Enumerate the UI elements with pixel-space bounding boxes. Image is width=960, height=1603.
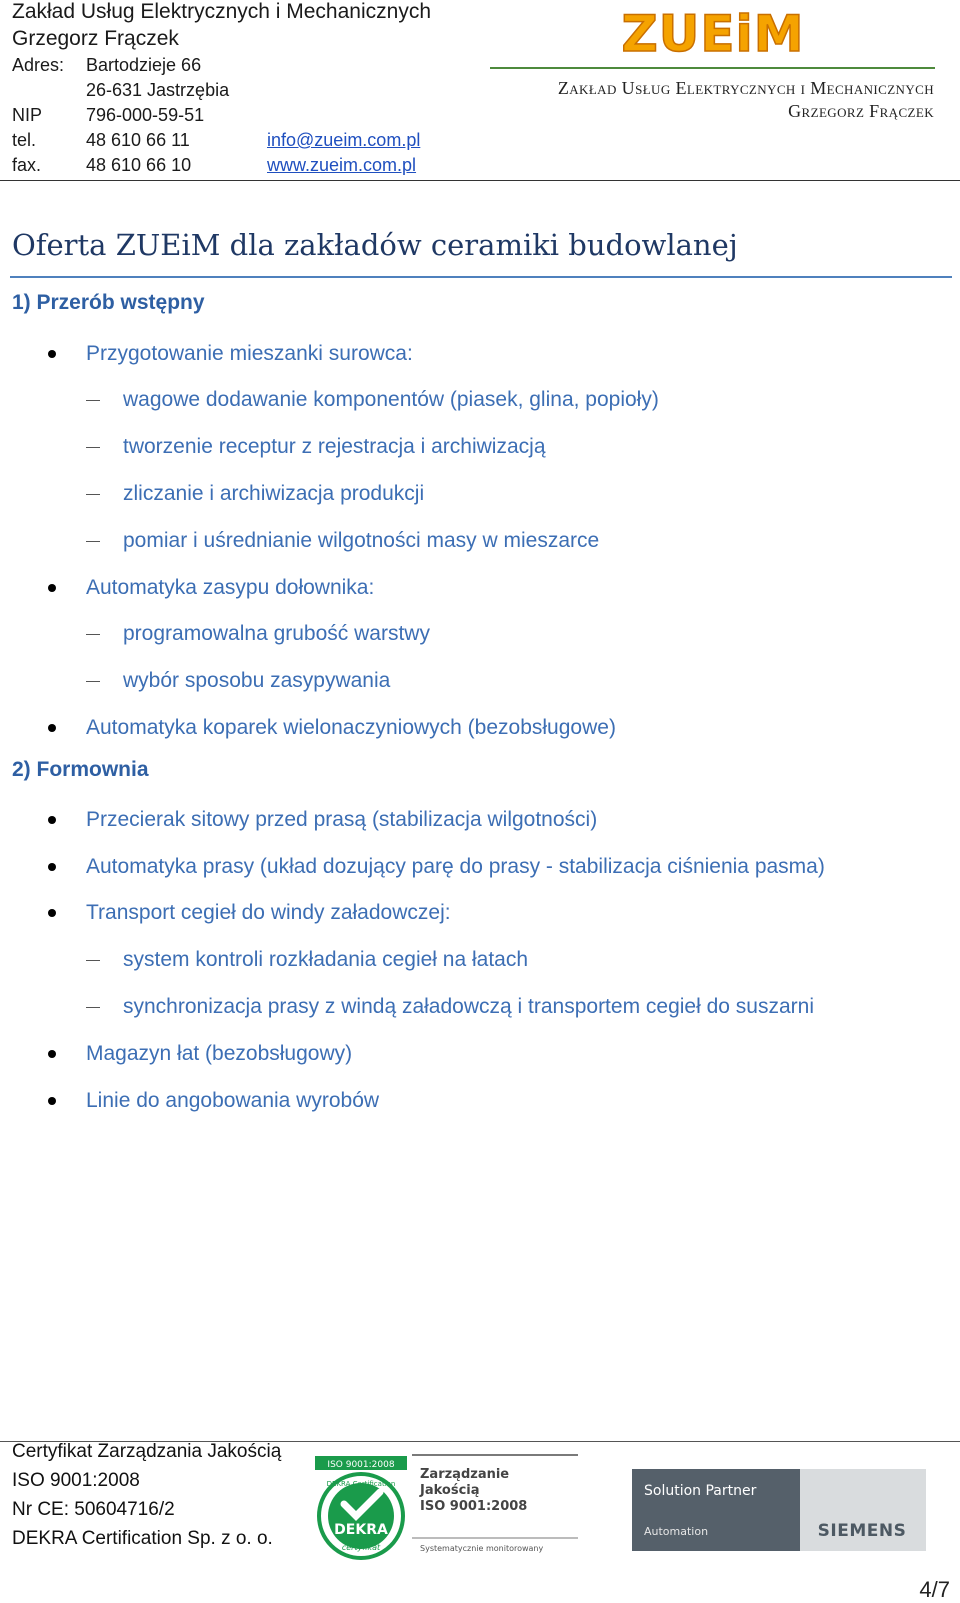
cert-line-4: DEKRA Certification Sp. z o. o.: [12, 1528, 273, 1549]
logo-text: ZUEiM: [621, 8, 805, 56]
tel-label: tel.: [12, 130, 37, 150]
svg-text:Jakością: Jakością: [420, 1483, 480, 1498]
dekra-certificate-badge: [312, 1454, 578, 1560]
cert-line-3: Nr CE: 50604716/2: [12, 1499, 175, 1520]
svg-text:Solution Partner: Solution Partner: [644, 1483, 757, 1499]
cert-line-1: Certyfikat Zarządzania Jakością: [12, 1441, 282, 1462]
bullet-icon: [48, 816, 56, 824]
company-block-line1: Zakład Usług Elektrycznych i Mechanicznych: [557, 78, 934, 98]
bullet-icon: [48, 350, 56, 358]
dash-icon: [86, 960, 100, 961]
dash-icon: [86, 447, 100, 448]
sub-list-item: tworzenie receptur z rejestracja i archiwizacją: [123, 435, 546, 458]
sub-list-item: wagowe dodawanie komponentów (piasek, glina, popioły): [123, 388, 659, 411]
section-heading-2: 2) Formownia: [12, 758, 149, 781]
dash-icon: [86, 541, 100, 542]
dash-icon: [86, 634, 100, 635]
nip-value: 796-000-59-51: [86, 105, 205, 125]
svg-text:ISO 9001:2008: ISO 9001:2008: [420, 1499, 528, 1514]
bullet-icon: [48, 1050, 56, 1058]
list-item: Przygotowanie mieszanki surowca:: [86, 342, 413, 365]
address-label: Adres:: [12, 55, 65, 75]
cert-line-2: ISO 9001:2008: [12, 1470, 140, 1491]
bullet-icon: [48, 909, 56, 917]
address-street: Bartodzieje 66: [86, 55, 202, 75]
title-underline: [10, 276, 952, 278]
list-item: Automatyka zasypu dołownika:: [86, 576, 375, 599]
company-name-line1: Zakład Usług Elektrycznych i Mechanicznych: [12, 0, 431, 23]
page-title: Oferta ZUEiM dla zakładów ceramiki budowlanej: [12, 228, 738, 262]
sub-list-item: pomiar i uśrednianie wilgotności masy w mieszarce: [123, 529, 600, 552]
svg-text:Zarządzanie: Zarządzanie: [420, 1467, 510, 1482]
dash-icon: [86, 681, 100, 682]
bullet-icon: [48, 724, 56, 732]
list-item: Magazyn łat (bezobsługowy): [86, 1042, 353, 1065]
svg-text:SIEMENS: SIEMENS: [817, 1521, 907, 1541]
svg-text:DEKRA: DEKRA: [334, 1522, 388, 1538]
list-item: Transport cegieł do windy załadowczej:: [86, 901, 451, 924]
sub-list-item: wybór sposobu zasypywania: [123, 669, 391, 692]
fax-value: 48 610 66 10: [86, 155, 192, 175]
dash-icon: [86, 494, 100, 495]
list-item: Przecierak sitowy przed prasą (stabilizacja wilgotności): [86, 808, 598, 831]
sub-list-item: programowalna grubość warstwy: [123, 622, 430, 645]
header-divider: [0, 180, 960, 181]
dash-icon: [86, 1007, 100, 1008]
company-name-line2: Grzegorz Frączek: [12, 27, 179, 50]
company-block-line2: Grzegorz Frączek: [788, 101, 934, 121]
svg-text:ISO 9001:2008: ISO 9001:2008: [327, 1460, 395, 1470]
bullet-icon: [48, 863, 56, 871]
section-heading-1: 1) Przerób wstępny: [12, 291, 205, 314]
sub-list-item: system kontroli rozkładania cegieł na łatach: [123, 948, 529, 971]
svg-text:Systematycznie monitorowany: Systematycznie monitorowany: [420, 1544, 544, 1553]
svg-text:Automation: Automation: [644, 1525, 709, 1538]
header-accent-rule: [490, 67, 935, 69]
list-item: Automatyka prasy (układ dozujący parę do prasy - stabilizacja ciśnienia pasma): [86, 855, 825, 878]
fax-label: fax.: [12, 155, 42, 175]
bullet-icon: [48, 1097, 56, 1105]
email-link[interactable]: info@zueim.com.pl: [267, 130, 421, 150]
page-number: 4/7: [919, 1577, 950, 1602]
svg-text:certyfikat: certyfikat: [341, 1543, 381, 1552]
address-city: 26-631 Jastrzębia: [86, 80, 230, 100]
dash-icon: [86, 400, 100, 401]
sub-list-item: synchronizacja prasy z windą załadowczą i transportem cegieł do suszarni: [123, 995, 814, 1018]
nip-label: NIP: [12, 105, 43, 125]
company-block: [558, 78, 934, 122]
svg-text:DEKRA Certification: DEKRA Certification: [326, 1480, 396, 1488]
siemens-solution-partner-badge: [632, 1469, 926, 1551]
zueim-logo: [593, 8, 833, 56]
website-link[interactable]: www.zueim.com.pl: [267, 155, 417, 175]
list-item: Linie do angobowania wyrobów: [86, 1089, 380, 1112]
sub-list-item: zliczanie i archiwizacja produkcji: [123, 482, 425, 505]
tel-value: 48 610 66 11: [86, 130, 190, 150]
bullet-icon: [48, 584, 56, 592]
list-item: Automatyka koparek wielonaczyniowych (bezobsługowe): [86, 716, 616, 739]
